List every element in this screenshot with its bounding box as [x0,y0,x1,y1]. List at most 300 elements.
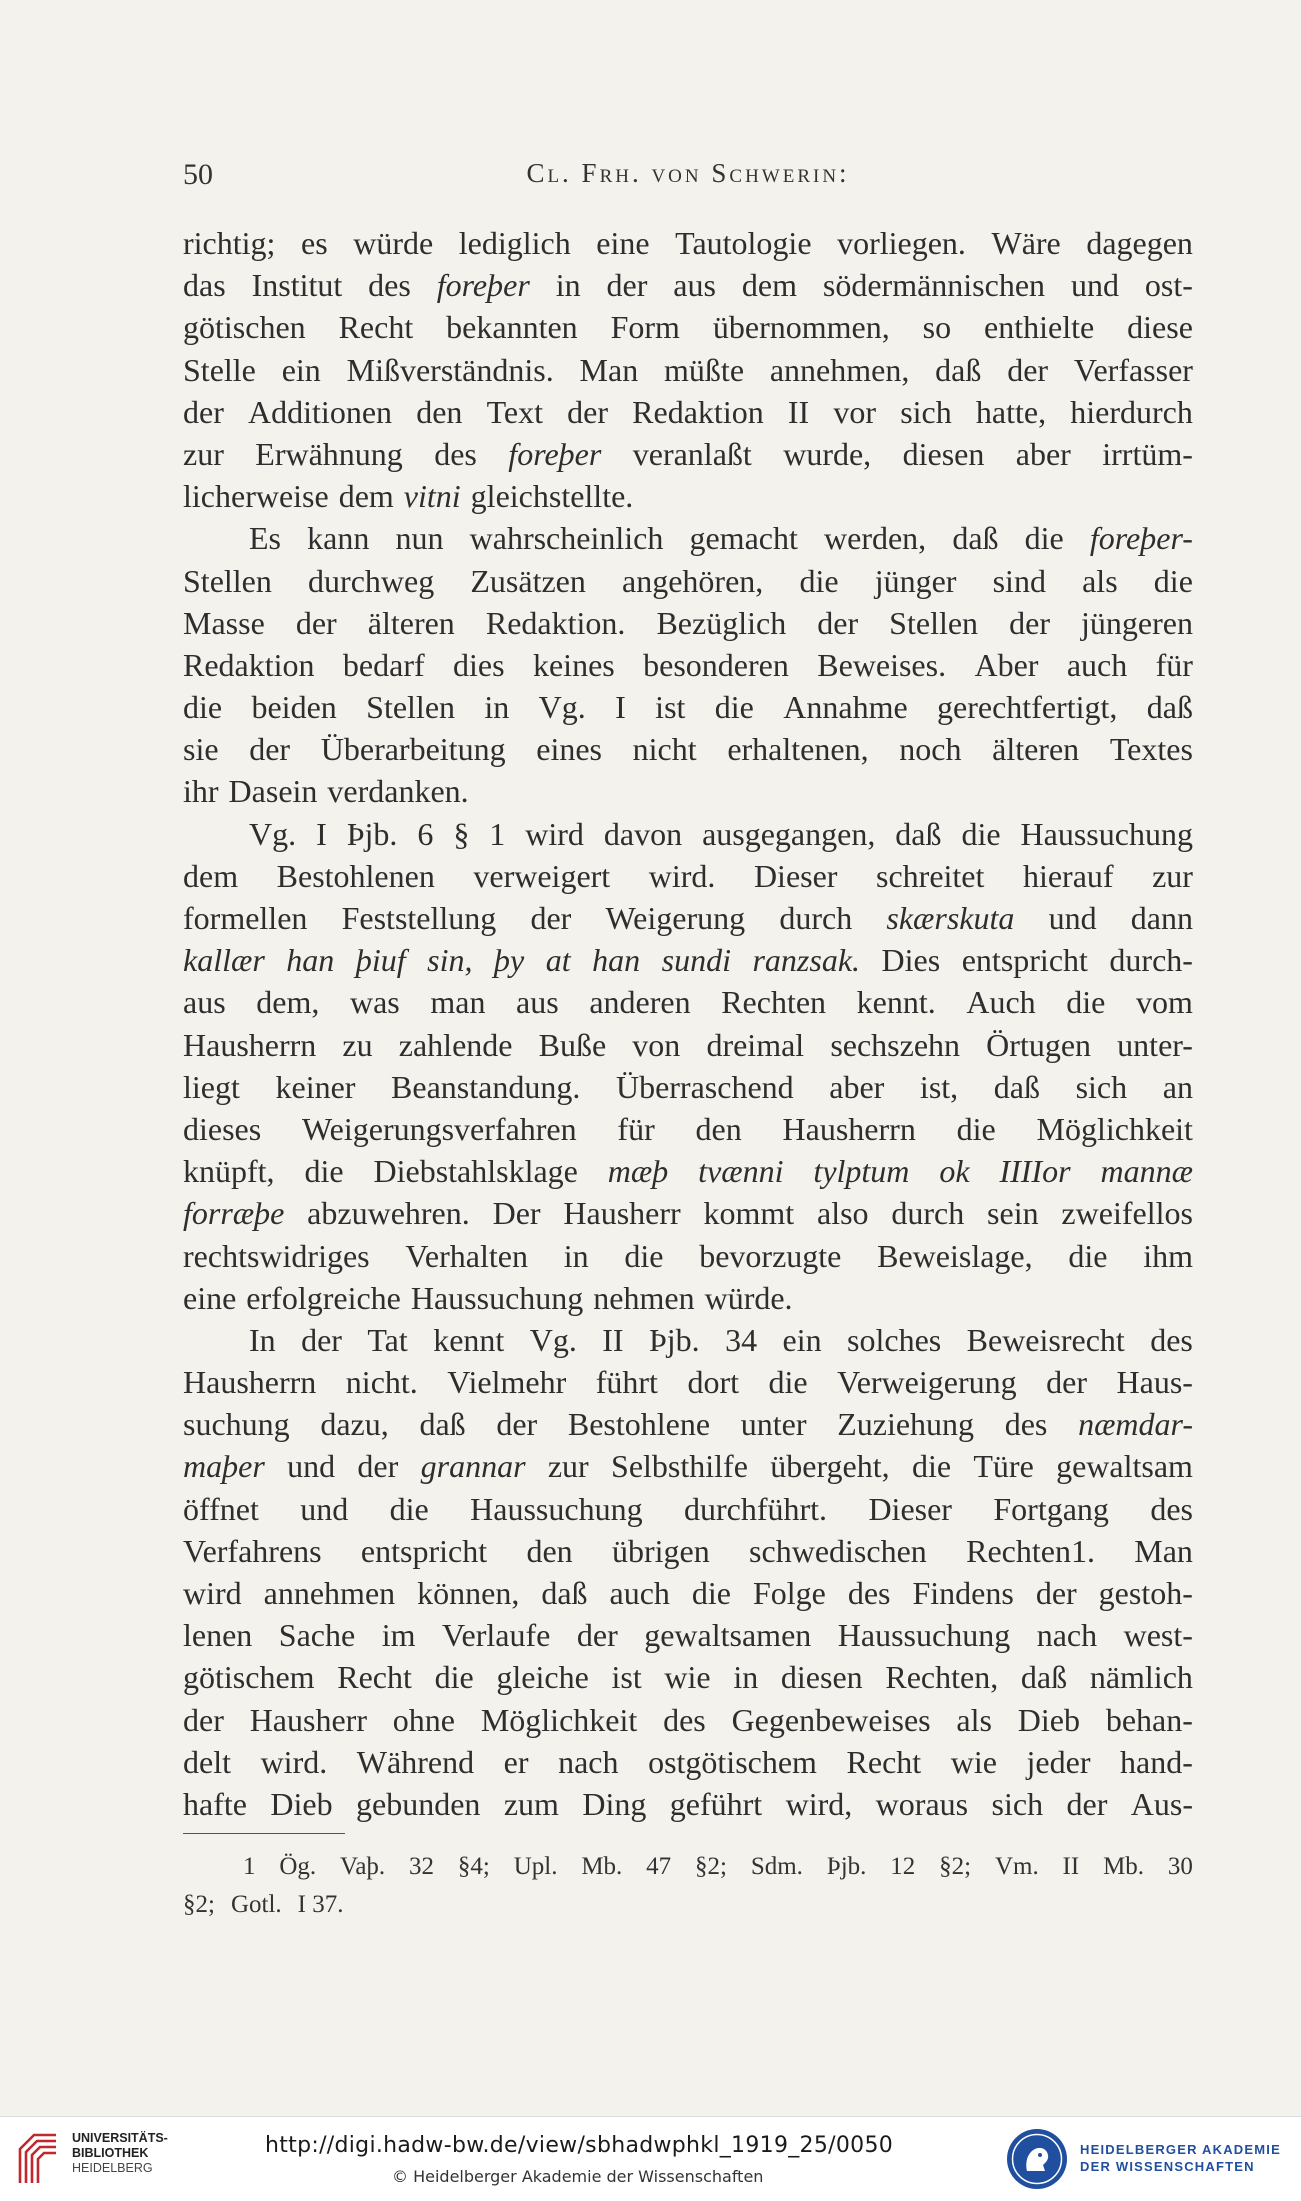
word: Redaktion [183,646,315,683]
library-name-line: BIBLIOTHEK [72,2146,149,2160]
italic-word: ranzsak. [752,942,861,979]
page-number: 50 [183,158,213,191]
word: behan- [1105,1701,1193,1738]
word: ein [281,351,321,388]
word: Annahme [783,689,908,726]
word: und [287,1448,336,1485]
italic-word: grannar [420,1448,526,1485]
word: des [434,435,477,472]
word: der [1007,351,1049,388]
word: nach [1036,1617,1098,1654]
footnote-word: 12 [890,1853,916,1880]
word: daß [419,1406,466,1443]
text-line [183,939,1193,981]
word: für [617,1110,655,1147]
footnote-word: Mb. [581,1853,623,1880]
word: Es [249,520,281,557]
word: was [349,984,400,1021]
word: Zusätzen [470,562,586,599]
word: würde. [704,1279,793,1316]
word: lenen [183,1617,253,1654]
academy-name-line: HEIDELBERGER AKADEMIE [1080,2142,1281,2157]
word: daß [952,520,999,557]
word: Örtugen [986,1026,1092,1063]
word: dann [1130,900,1193,936]
word: nicht. [345,1364,418,1401]
word: eine [596,225,650,261]
word: die [691,1575,731,1611]
text-line [183,433,1193,475]
word: woraus [875,1785,969,1822]
word: Bestohlenen [276,857,435,894]
word: dreimal [706,1026,805,1063]
text-line [183,1403,1193,1445]
word: des [663,1701,706,1738]
word: Recht [338,309,414,346]
word: dem [741,267,797,304]
footnotes [183,1848,1193,1924]
word: aus [673,267,716,304]
word: in [484,689,510,726]
word: Aus- [1130,1785,1193,1822]
word: die [799,562,839,599]
word: gleichstellte. [470,478,634,515]
word: wird [183,1575,242,1611]
university-library-logo-icon [14,2129,62,2187]
footnote-divider [183,1833,345,1834]
text-line [183,264,1193,306]
word: sein [987,1195,1039,1232]
word: ist [655,689,686,726]
word: der [530,900,572,936]
word: hierdurch [1070,393,1193,430]
word: Beweislage, [877,1237,1033,1274]
word: dem, [256,984,320,1021]
word: in [733,1659,759,1696]
word: Stellen [889,604,979,641]
word: gestoh- [1098,1575,1193,1611]
word: dem [338,478,394,515]
word: des [1004,1406,1048,1443]
copyright-notice: © Heidelberger Akademie der Wissenschaften [392,2167,764,2186]
text-line [183,1024,1193,1066]
word: ist [611,1659,642,1696]
word: diesen [902,435,985,472]
word: daß [895,815,942,852]
permalink-url[interactable]: http://digi.hadw-bw.de/view/sbhadwphkl_1919_25/0050 [265,2133,894,2158]
word: Möglichkeit [1036,1110,1193,1147]
word: Recht [337,1659,412,1696]
word: angehören, [622,562,764,599]
word: bevorzugte [699,1237,842,1274]
word: Text [486,393,543,430]
university-library-name [72,2131,168,2176]
footnote-word: 32 [409,1853,435,1880]
word: licherweise [183,478,329,515]
italic-word: foreþer [436,267,530,304]
text-line [183,1445,1193,1487]
academy-seal-icon [1005,2127,1069,2191]
word: § [453,815,470,852]
word: jünger [874,562,957,599]
word: dazu, [320,1406,389,1443]
word: durch- [1109,942,1193,979]
academy-name [1080,2141,1281,2175]
italic-word: kallær [183,942,265,979]
footnote-word: §2; [695,1853,727,1880]
word: Haussuchung [1020,815,1193,852]
italic-word: mannæ [1100,1153,1193,1190]
word: ostgötischem [648,1743,817,1780]
word: entspricht [360,1532,488,1569]
italic-word: þiuf [355,942,406,979]
footnote-word: §2; [183,1891,215,1918]
word: Hausherr [563,1195,681,1232]
word: In [249,1321,276,1358]
text-line [183,1108,1193,1150]
word: man [430,984,486,1021]
word: II [602,1321,624,1358]
text-line [183,602,1193,644]
word: ihr [183,773,219,810]
text-line [183,813,1193,855]
word: Redaktion [632,393,764,430]
word: Sache [278,1617,356,1654]
word: Vg. [249,815,297,852]
word: die [1024,520,1064,557]
word: in [555,267,581,304]
word: delt [183,1743,231,1780]
word: Verweigerung [837,1364,1017,1401]
word: vor [833,393,877,430]
word: Bezüglich [656,604,787,641]
text-line [183,1361,1193,1403]
word: kennt. [856,984,936,1021]
word: formellen [183,900,308,936]
italic-word: skærskuta [886,900,1015,936]
text-line [183,981,1193,1023]
footnote-word: 1 [243,1853,256,1880]
word: aber [1015,435,1071,472]
word: ost- [1144,267,1193,304]
word: gewaltsamen [644,1617,812,1654]
word: den [526,1532,573,1569]
word: würde [353,225,434,261]
text-line [183,1277,1193,1319]
word: der [567,393,608,430]
text-line [183,1192,1193,1234]
word: der [576,1617,618,1654]
word: wird, [785,1785,853,1822]
word: des [1150,1490,1193,1527]
italic-word: IIIIor [999,1153,1071,1190]
word: schwedischen [749,1532,927,1569]
word: öffnet [183,1490,259,1527]
word: älteren [367,604,455,641]
word: Rechten, [885,1659,999,1696]
word: der [183,393,224,430]
word: nach [558,1743,619,1780]
text-line [183,1150,1193,1192]
word: daß [1020,1659,1068,1696]
word: den [695,1110,742,1147]
word: hand- [1120,1743,1193,1780]
word: Gegenbeweises [731,1701,931,1738]
text-line [183,1235,1193,1277]
viewer-footer [0,2116,1301,2201]
word: Institut [251,267,343,304]
word: Folge [752,1575,826,1611]
word: er [503,1743,529,1780]
word: zur [1152,857,1193,894]
word: ohne [392,1701,455,1738]
word: Redaktion. [485,604,626,641]
word: enthielte [984,309,1095,346]
word: der [1066,1785,1108,1822]
word: rechtswidriges [183,1237,370,1274]
word: sind [992,562,1046,599]
word: Haussuchung [837,1617,1011,1654]
word: übergeht, [770,1448,890,1485]
word: davon [603,815,683,852]
word: für [1155,646,1193,683]
word: es [300,225,328,261]
word: gerechtfertigt, [937,689,1118,726]
word: wird [525,815,584,852]
word: der [606,267,648,304]
word: Haus- [1116,1364,1193,1401]
text-line [183,897,1193,939]
text-line [183,770,1193,812]
word: Verlaufe [441,1617,551,1654]
italic-word: tvænni [698,1153,784,1190]
word: auch [609,1575,670,1611]
word: im [381,1617,416,1654]
word: Dies [881,942,941,979]
word: des [368,267,411,304]
word: södermännischen [822,267,1046,304]
word: der [183,1701,224,1738]
word: beiden [251,689,337,726]
text-line [183,475,1193,517]
word: übrigen [611,1532,710,1569]
word: die [389,1490,429,1527]
word: und [1070,267,1119,304]
word: Form [610,309,680,346]
word: die [768,1364,808,1401]
word: unter- [1117,1026,1193,1063]
text-line [183,517,1193,559]
word: Verfasser [1073,351,1193,388]
word: als [956,1701,992,1738]
word: Buße [538,1026,607,1063]
word: Dieser [868,1490,952,1527]
word: müßte [664,351,745,388]
word: diese [1127,309,1193,346]
word: wird. [260,1743,328,1780]
library-name-line: UNIVERSITÄTS- [72,2131,168,2145]
word: aus [183,984,226,1021]
text-line [183,222,1193,264]
word: Masse [183,604,265,641]
word: zweifellos [1061,1195,1193,1232]
word: sich [991,1785,1044,1822]
word: wurde, [783,435,872,472]
word: Beweises. [817,646,947,683]
word: Vg. [529,1321,577,1358]
word: die [624,1237,664,1274]
footnote-word: Sdm. [750,1853,803,1880]
word: erhaltenen, [727,731,869,768]
word: 6 [417,815,434,852]
word: Stellen [366,689,456,726]
academy-name-line: DER WISSENSCHAFTEN [1080,2159,1255,2174]
word: verdanken. [327,773,469,810]
word: Zuziehung [837,1406,975,1443]
word: durch [891,1195,965,1232]
word: Recht [846,1743,922,1780]
word: wie [664,1659,711,1696]
word: hierauf [1022,857,1114,894]
footnote-word: §4; [457,1853,490,1880]
footnote-word: Mb. [1103,1853,1145,1880]
word: lediglich [458,225,571,261]
word: vorliegen. [837,225,966,261]
word: das [183,267,226,304]
word: Haussuchung [410,1279,584,1316]
word: solches [847,1321,942,1358]
word: hafte [183,1785,247,1822]
word: in [563,1237,589,1274]
word: 34 [725,1321,758,1358]
italic-word: sundi [661,942,731,979]
word: noch [899,731,962,768]
word: der [1046,1364,1087,1401]
word: Bestohlene [567,1406,711,1443]
word: Dieb [1017,1701,1080,1738]
word: Dasein [228,773,318,810]
text-line [183,686,1193,728]
text-line [183,391,1193,433]
italic-word: ok [939,1153,970,1190]
word: Fortgang [993,1490,1109,1527]
word: Aber [974,646,1039,683]
word: der [496,1406,538,1443]
word: zur [547,1448,589,1485]
word: den [416,393,463,430]
word: eines [536,731,602,768]
word: abzuwehren. [307,1195,470,1232]
word: des [1150,1321,1193,1358]
footnote-word: 30 [1167,1853,1193,1880]
word: liegt [183,1068,240,1105]
word: gleiche [496,1659,589,1696]
text-line [183,1614,1193,1656]
text-line [183,306,1193,348]
italic-word: han [286,942,335,979]
italic-word: foreþer [508,435,602,472]
word: kann [307,520,370,557]
footnote-line [183,1886,1193,1924]
word: Der [492,1195,541,1232]
word: dieses [183,1110,262,1147]
word: Man [1134,1532,1193,1569]
word: eine [183,1279,237,1316]
word: Stellen [183,562,272,599]
word: Mißverständnis. [346,351,554,388]
word: zum [503,1785,559,1822]
word: Hausherrn [183,1364,317,1401]
word: dagegen [1086,225,1193,261]
word: nämlich [1089,1659,1193,1696]
running-head-title: Cl. Frh. von Schwerin: [526,158,850,188]
word: Ding [582,1785,647,1822]
word: die [304,1153,344,1190]
word: Dieb [270,1785,333,1822]
word: die [1066,984,1106,1021]
word: schreitet [876,857,985,894]
italic-word: sin, [427,942,473,979]
word: II [787,393,810,430]
word: geführt [669,1785,763,1822]
word: 1 [489,815,506,852]
word: nicht [632,731,697,768]
word: bedarf [342,646,425,683]
word: Während [356,1743,475,1780]
word: Tat [367,1321,408,1358]
footnote-word: §2; [939,1853,972,1880]
word: diesen [780,1659,863,1696]
italic-word: þy [493,942,525,979]
word: der [1009,604,1050,641]
word: daß [1146,689,1193,726]
word: anderen [589,984,691,1021]
word: gebunden [356,1785,481,1822]
word: annehmen [263,1575,396,1611]
text-line [183,560,1193,602]
word: so [922,309,952,346]
word: Möglichkeit [480,1701,638,1738]
word: Weigerung [605,900,746,936]
word: der [1035,1575,1077,1611]
word: Stelle [183,351,256,388]
word: ein [782,1321,822,1358]
italic-word: tylptum [813,1153,910,1190]
word: I [615,689,626,726]
word: durchführt. [683,1490,828,1527]
word: die [961,815,1001,852]
word: der [249,731,291,768]
text-line [183,1530,1193,1572]
word: Feststellung [341,900,497,936]
word: die [1153,562,1193,599]
word: der [817,604,859,641]
word: Textes [1109,731,1193,768]
footnote-word: Ög. [279,1853,317,1880]
word: dem [183,857,239,894]
italic-word: forræþe [183,1195,285,1232]
word: Tautologie [675,225,812,261]
word: wie [950,1743,997,1780]
word: Beanstandung. [391,1068,581,1105]
word: Hausherrn [782,1110,916,1147]
footnote-word: 47 [646,1853,672,1880]
word: götischem [183,1659,315,1696]
word: wird. [648,857,716,894]
word: Verfahrens [183,1532,322,1569]
word: von [632,1026,681,1063]
word: irrtüm- [1102,435,1193,472]
